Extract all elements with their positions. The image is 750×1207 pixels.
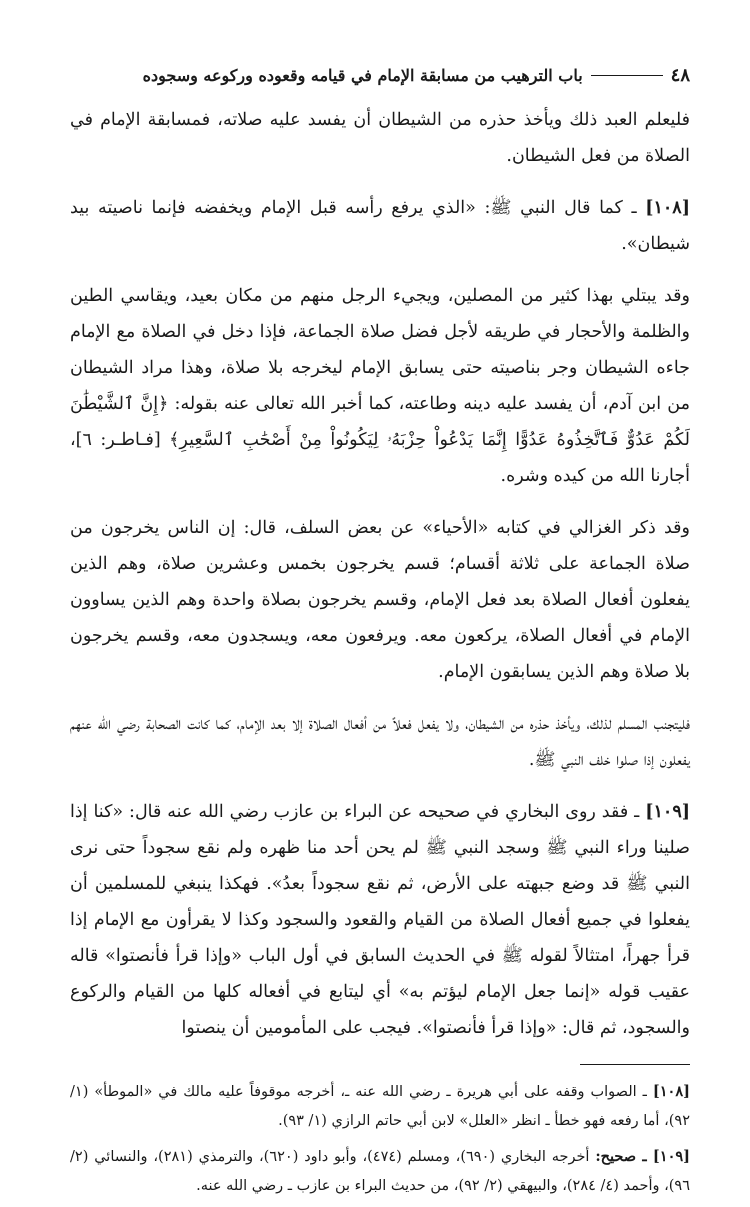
paragraph-text: ـ فقد روى البخاري في صحيحه عن البراء بن عازب رضي الله عنه قال: «كنا إذا صلينا وراء النبي ﷺ وسجد النبي ﷺ لم يحن أحد منا ظهره ولم نقع سجوداً حتى نرى النبي ﷺ قد وضع جبهته على الأرض، ثم نقع سجوداً بعدُ». فهكذا ينبغي للمسلمين أن يفعلوا في جميع أفعال الصلاة من القيام والقعود والسجود وكذا لا يقرأون مع الإمام إذا قرأ جهراً، امتثالاً لقوله ﷺ في الحديث السابق في أول الباب «وإذا قرأ فأنصتوا» قاله عقيب قوله «إنما جعل الإمام ليؤتم به» أي ليتابع في أفعاله كلها من القيام والركوع والسجود، ثم قال: «وإذا قرأ فأنصتوا». فيجب على المأمومين أن ينصتوا — [70, 802, 690, 1038]
hadith-number: [١٠٩] — [645, 802, 690, 822]
footnote — [70, 1077, 690, 1136]
running-title: باب الترهيب من مسابقة الإمام في قيامه وقعوده وركوعه وسجوده — [142, 65, 583, 85]
footnotes — [70, 1077, 690, 1201]
hadith-number: [١٠٨] — [645, 198, 690, 218]
paragraph — [70, 706, 690, 778]
book-page — [70, 58, 690, 1207]
paragraph — [70, 278, 690, 494]
footnote-text: أخرجه البخاري (٦٩٠)، ومسلم (٤٧٤)، وأبو داود (٦٢٠)، والترمذي (٢٨١)، والنسائي (٢/ ٩٦)، وأحمد (٤/ ٢٨٤)، والبيهقي (٢/ ٩٢)، من حديث البراء بن عازب ـ رضي الله عنه. — [70, 1149, 690, 1194]
footnote-text: ـ الصواب وقفه على أبي هريرة ـ رضي الله عنه ـ، أخرجه موقوفاً عليه مالك في «الموطأ» (١/ ٩٢)، أما رفعه فهو خطأ ـ انظر «العلل» لابن أبي حاتم الرازي (١/ ٩٣). — [70, 1084, 690, 1129]
paragraph-text: ـ كما قال النبي ﷺ: «الذي يرفع رأسه قبل الإمام ويخفضه فإنما ناصيته بيد شيطان». — [70, 198, 690, 254]
paragraph — [70, 102, 690, 174]
footnote-number: [١٠٨] — [652, 1083, 691, 1100]
page-number: ٤٨ — [670, 64, 690, 86]
paragraph — [70, 794, 690, 1046]
page-header — [70, 58, 690, 92]
paragraph-text: وقد يبتلي بهذا كثير من المصلين، ويجيء الرجل منهم من مكان بعيد، ويقاسي الطين والظلمة والأحجار في طريقه لأجل فضل صلاة الجماعة، فإذا دخل في الصلاة مع الإمام جاءه الشيطان وجر بناصيته حتى يسابق الإمام ليخرجه بلا صلاة، وهذا مراد الشيطان من ابن آدم، أن يفسد عليه دينه وطاعته، كما أخبر الله تعالى عنه بقوله: ﴿إِنَّ ٱلشَّيْطَٰنَ لَكُمْ عَدُوٌّ فَٱتَّخِذُوهُ عَدُوًّا إِنَّمَا يَدْعُواْ حِزْبَهُۥ لِيَكُونُواْ مِنْ أَصْحَٰبِ ٱلسَّعِيرِ﴾ [فـاطـر: ٦]، أجارنا الله من كيده وشره. — [70, 286, 690, 486]
paragraph — [70, 510, 690, 690]
footnote — [70, 1142, 690, 1201]
footnote-separator — [580, 1064, 690, 1065]
paragraph-text: وقد ذكر الغزالي في كتابه «الأحياء» عن بعض السلف، قال: إن الناس يخرجون من صلاة الجماعة على ثلاثة أقسام؛ قسم يخرجون بخمس وعشرين صلاة، وهم الذين يفعلون أفعال الصلاة بعد فعل الإمام، وقسم يخرجون بصلاة واحدة وهم الذين يساوون الإمام في أفعال الصلاة، يركعون معه. ويرفعون معه، ويسجدون معه، وقسم يخرجون بلا صلاة وهم الذين يسابقون الإمام. — [70, 518, 690, 682]
footnote-number: [١٠٩] ـ صحيح: — [595, 1148, 691, 1165]
header-rule — [591, 75, 663, 76]
paragraph — [70, 190, 690, 262]
paragraph-text: فليعلم العبد ذلك ويأخذ حذره من الشيطان أن يفسد عليه صلاته، فمسابقة الإمام في الصلاة من فعل الشيطان. — [70, 110, 690, 166]
main-text — [70, 102, 690, 1046]
paragraph-text: فليتجنب المسلم لذلك، ويأخذ حذره من الشيطان، ولا يفعل فعلاً من أفعال الصلاة إلا بعد الإمام، كما كانت الصحابة رضي الله عنهم يفعلون إذا صلوا خلف النبي ﷺ. — [70, 714, 690, 770]
